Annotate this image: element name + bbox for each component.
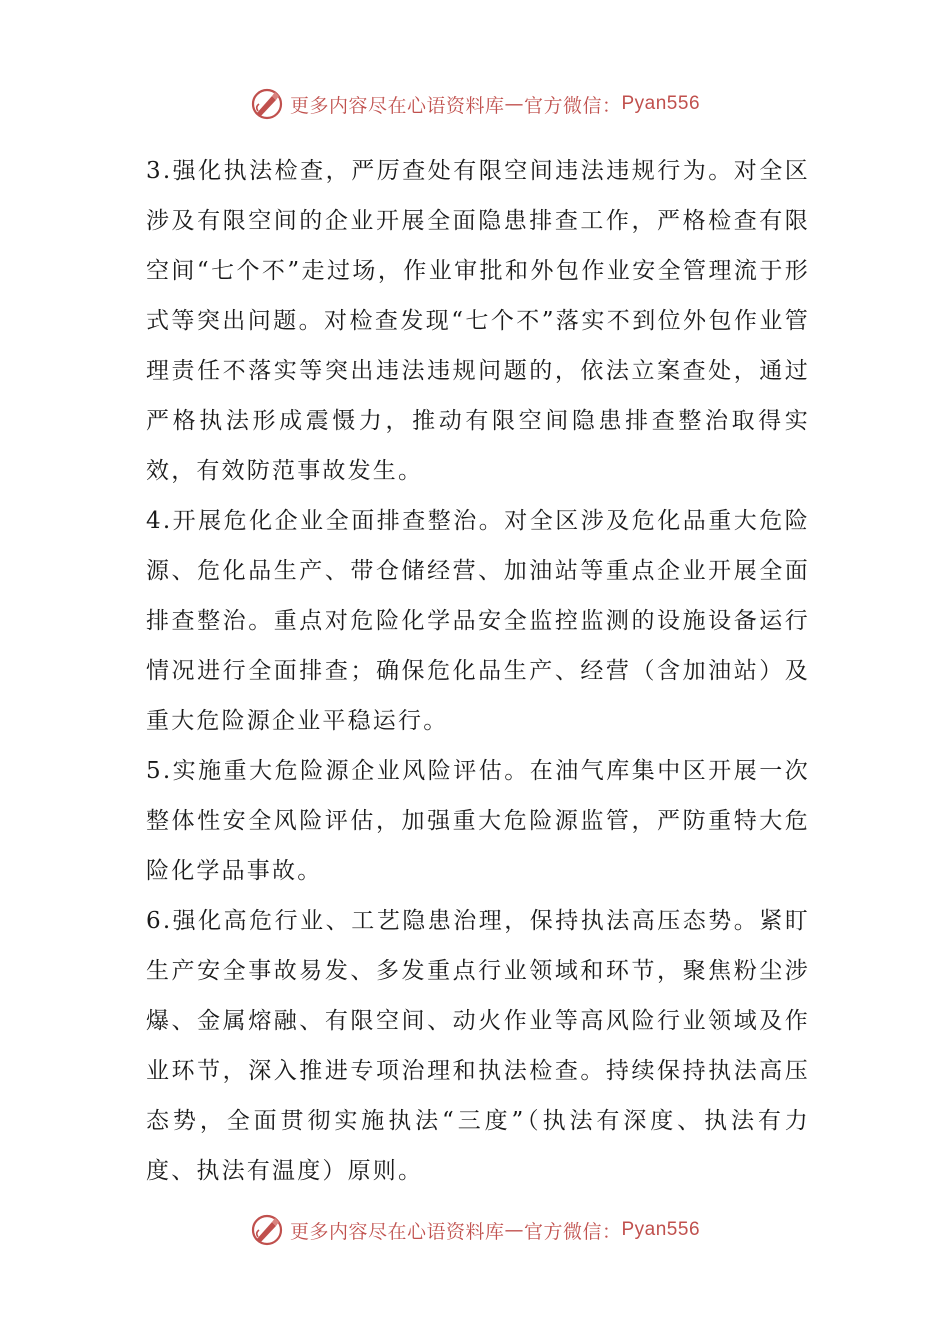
watermark-brand-text: 更多内容尽在心语资料库: [289, 1220, 505, 1243]
watermark-contact-id: Pyan556: [621, 1219, 701, 1240]
footer-watermark: [0, 1210, 950, 1250]
watermark-brand-text: 更多内容尽在心语资料库: [289, 94, 505, 117]
watermark-contact-label: 官方微信：: [523, 1220, 622, 1243]
paragraph-item-3: 3.强化执法检查，严厉查处有限空间违法违规行为。对全区涉及有限空间的企业开展全面隐患排查工作，严格检查有限空间“七个不”走过场，作业审批和外包作业安全管理流于形式等突出问题。对检查发现“七个不”落实不到位外包作业管理责任不落实等突出违法违规问题的，依法立案查处，通过严格执法形成震慑力，推动有限空间隐患排查整治取得实效，有效防范事故发生。: [146, 158, 810, 484]
pen-logo-icon: [250, 1213, 284, 1247]
header-watermark: [0, 84, 950, 124]
pen-logo-icon: [250, 87, 284, 121]
paragraph-item-4: 4.开展危化企业全面排查整治。对全区涉及危化品重大危险源、危化品生产、带仓储经营、加油站等重点企业开展全面排查整治。重点对危险化学品安全监控监测的设施设备运行情况进行全面排查；确保危化品生产、经营（含加油站）及重大危险源企业平稳运行。: [146, 508, 810, 734]
watermark-separator: —: [504, 1219, 524, 1241]
watermark-contact-label: 官方微信：: [523, 94, 622, 117]
paragraph-item-6: 6.强化高危行业、工艺隐患治理，保持执法高压态势。紧盯生产安全事故易发、多发重点行业领域和环节，聚焦粉尘涉爆、金属熔融、有限空间、动火作业等高风险行业领域及作业环节，深入推进专项治理和执法检查。持续保持执法高压态势，全面贯彻实施执法“三度”（执法有深度、执法有力度、执法有温度）原则。: [146, 908, 810, 1184]
watermark-separator: —: [504, 93, 524, 115]
watermark-contact-id: Pyan556: [621, 93, 701, 114]
paragraph-item-5: 5.实施重大危险源企业风险评估。在油气库集中区开展一次整体性安全风险评估，加强重大危险源监管，严防重特大危险化学品事故。: [146, 758, 810, 884]
document-body: [146, 146, 810, 1196]
